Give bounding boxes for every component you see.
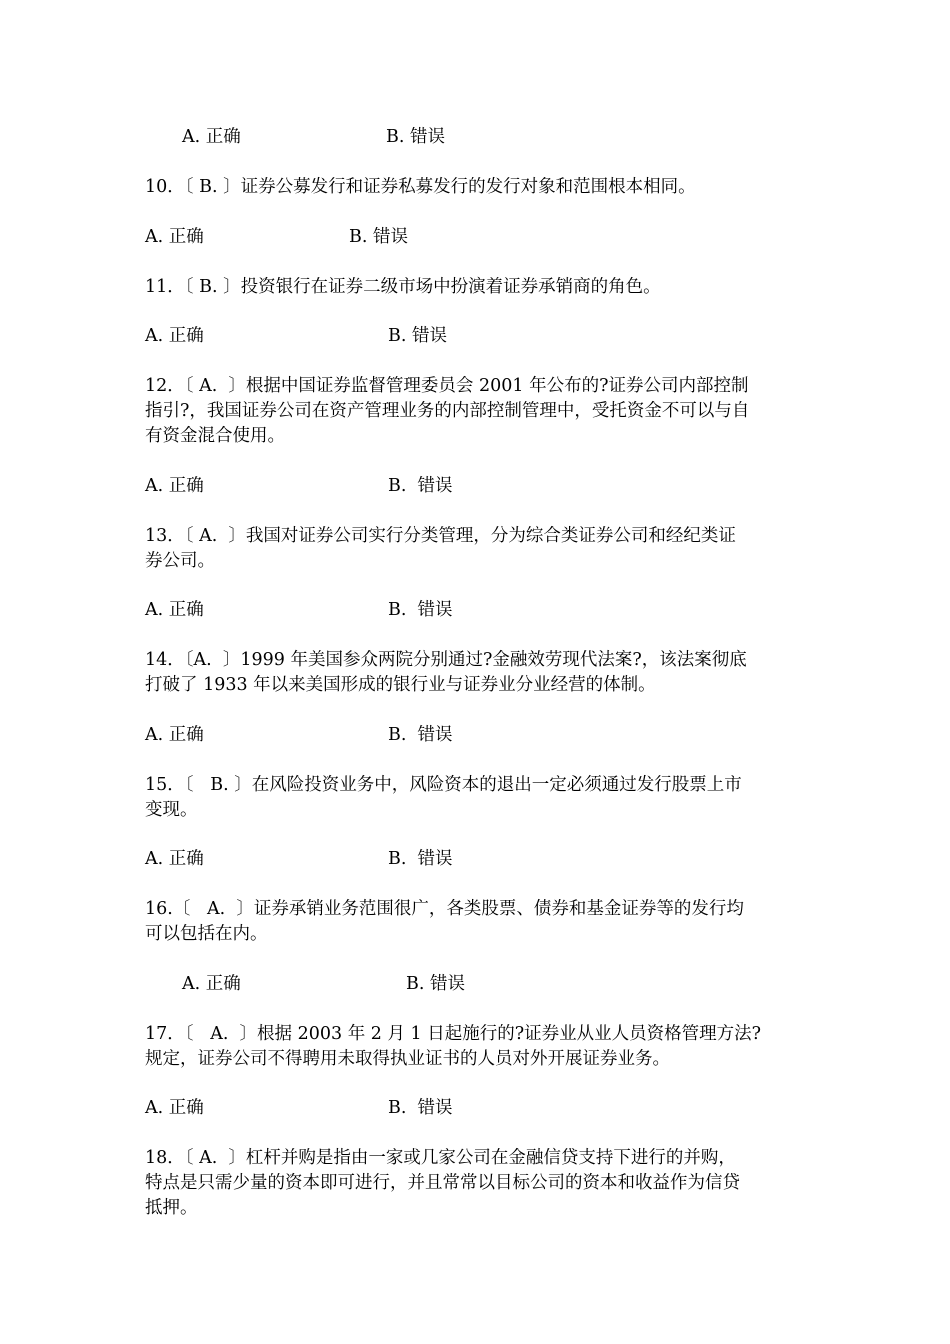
q9-option-a: A. 正确 <box>182 127 241 147</box>
question-10: 10．〔 B. 〕证券公募发行和证券私募发行的发行对象和范围根本相同。 <box>145 177 696 197</box>
q12-option-b: B. 错误 <box>388 476 453 496</box>
q11-option-b: B. 错误 <box>388 326 447 346</box>
q9-option-b: B. 错误 <box>386 127 445 147</box>
q16-option-a: A. 正确 <box>182 974 241 994</box>
question-17-line-2: 规定，证券公司不得聘用未取得执业证书的人员对外开展证券业务。 <box>145 1049 670 1069</box>
question-12-line-2: 指引?，我国证券公司在资产管理业务的内部控制管理中，受托资金不可以与自 <box>145 401 750 421</box>
q10-option-b: B. 错误 <box>349 227 408 247</box>
question-13-line-1: 13．〔 A. 〕我国对证券公司实行分类管理，分为综合类证券公司和经纪类证 <box>145 526 736 546</box>
question-15-line-1: 15．〔 B. 〕在风险投资业务中，风险资本的退出一定必须通过发行股票上市 <box>145 775 742 795</box>
question-18-line-3: 抵押。 <box>145 1198 198 1218</box>
q15-option-a: A. 正确 <box>145 849 204 869</box>
question-12-line-1: 12．〔 A. 〕根据中国证券监督管理委员会 2001 年公布的?证券公司内部控制 <box>145 376 749 396</box>
q11-option-a: A. 正确 <box>145 326 204 346</box>
question-14-line-2: 打破了 1933 年以来美国形成的银行业与证券业分业经营的体制。 <box>145 675 656 695</box>
question-16-line-2: 可以包括在内。 <box>145 924 268 944</box>
q13-option-b: B. 错误 <box>388 600 453 620</box>
q17-option-a: A. 正确 <box>145 1098 204 1118</box>
q14-option-b: B. 错误 <box>388 725 453 745</box>
q13-option-a: A. 正确 <box>145 600 204 620</box>
q10-option-a: A. 正确 <box>145 227 204 247</box>
q17-option-b: B. 错误 <box>388 1098 453 1118</box>
q16-option-b: B. 错误 <box>406 974 465 994</box>
question-12-line-3: 有资金混合使用。 <box>145 426 285 446</box>
question-18-line-2: 特点是只需少量的资本即可进行，并且常常以目标公司的资本和收益作为信贷 <box>145 1173 740 1193</box>
question-15-line-2: 变现。 <box>145 800 198 820</box>
question-13-line-2: 券公司。 <box>145 551 215 571</box>
question-17-line-1: 17．〔 A. 〕根据 2003 年 2 月 1 日起施行的?证券业从业人员资格管理方法? <box>145 1024 761 1044</box>
q15-option-b: B. 错误 <box>388 849 453 869</box>
q12-option-a: A. 正确 <box>145 476 204 496</box>
question-14-line-1: 14．〔A. 〕1999 年美国参众两院分别通过?金融效劳现代法案?，该法案彻底 <box>145 650 747 670</box>
question-16-line-1: 16.〔 A. 〕证券承销业务范围很广，各类股票、债券和基金证券等的发行均 <box>145 899 744 919</box>
question-18-line-1: 18．〔 A. 〕杠杆并购是指由一家或几家公司在金融信贷支持下进行的并购， <box>145 1148 736 1168</box>
question-11: 11．〔 B. 〕投资银行在证券二级市场中扮演着证券承销商的角色。 <box>145 277 661 297</box>
q14-option-a: A. 正确 <box>145 725 204 745</box>
